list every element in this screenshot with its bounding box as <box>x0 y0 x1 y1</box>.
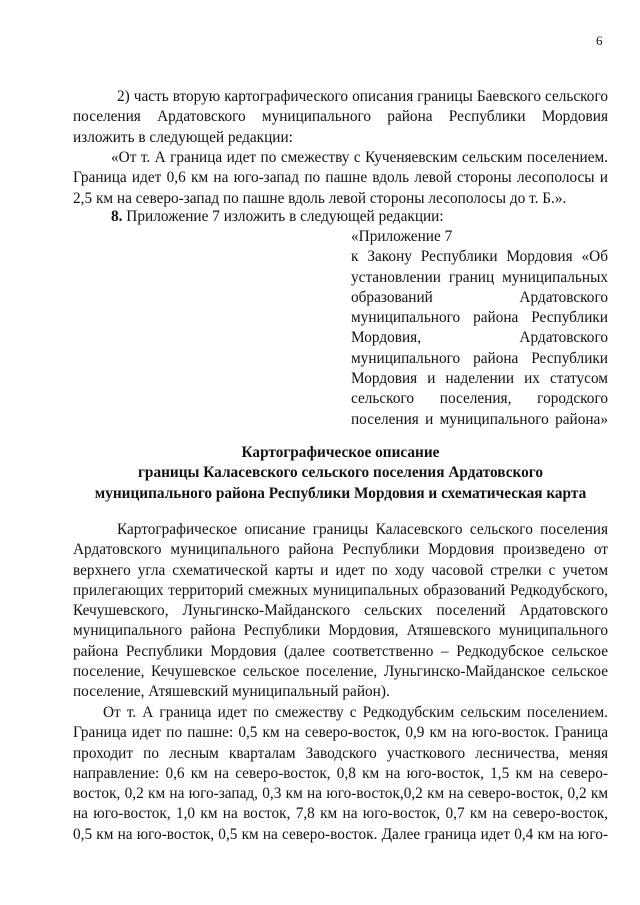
heading-line: муниципального района Республики Мордовия и схематическая карта <box>94 484 587 502</box>
boundary-paragraph <box>73 703 608 845</box>
heading-line: Картографическое описание <box>241 444 440 461</box>
text-line: Граница идет 0,6 км на юго-запад по пашне вдоль левой стороны лесополосы и <box>73 169 608 187</box>
text-line: Мордовия, Ардатовского <box>351 329 608 347</box>
text-line: поселение, Атяшевский муниципальный район). <box>73 683 390 701</box>
text-line: Граница идет по пашне: 0,5 км на северо-восток, 0,9 км на юго-восток. Граница <box>73 724 608 742</box>
amendment-2-paragraph <box>73 87 608 148</box>
text-line: Ардатовского муниципального района Республики Мордовия произведено от <box>73 541 608 559</box>
heading-line: границы Каласевского сельского поселения Ардатовского <box>137 464 543 482</box>
text-line: муниципального района Республики <box>351 349 608 367</box>
text-line: 2,5 км на северо-запад по пашне вдоль левой стороны лесополосы до т. Б.». <box>73 189 567 207</box>
text-line: муниципального района Республики <box>351 309 608 327</box>
quoted-description <box>73 148 608 209</box>
text-line: верхнего угла схематической карты и идет по ходу часовой стрелки с учетом <box>73 561 608 579</box>
text-line: «От т. А граница идет по смежеству с Кученяевским сельским поселением. <box>111 149 608 166</box>
text-line: изложить в следующей редакции: <box>73 128 293 146</box>
item-number: 8. <box>111 208 123 225</box>
text-line: образований Ардатовского <box>351 288 608 306</box>
text-line: От т. А граница идет по смежеству с Редкодубским сельским поселением. <box>103 704 608 721</box>
text-line: поселения Ардатовского муниципального района Республики Мордовия <box>73 108 608 126</box>
item-text: Приложение 7 изложить в следующей редакции: <box>122 208 444 225</box>
text-line: направление: 0,6 км на северо-восток, 0,8 км на юго-восток, 1,5 км на северо- <box>73 764 608 782</box>
text-line: на юго-восток, 1,0 км на восток, 7,8 км на юго-восток, 0,7 км на северо-восток, <box>73 805 608 823</box>
text-line: 0,5 км на юго-восток, 0,5 км на северо-восток. Далее граница идет 0,4 км на юго- <box>73 825 608 843</box>
text-line: восток, 0,2 км на юго-запад, 0,3 км на юго-восток,0,2 км на северо-восток, 0,2 км <box>73 785 608 803</box>
text-line: «Приложение 7 <box>351 228 453 245</box>
page-number: 6 <box>596 33 603 48</box>
text-line: установлении границ муниципальных <box>351 268 608 286</box>
text-line: муниципального района Республики Мордовия, Атяшевского муниципального <box>73 622 608 640</box>
text-line: Мордовия и наделении их статусом <box>351 370 608 388</box>
text-line <box>73 207 608 227</box>
text-line: Кечушевского, Луньгинско-Майданского сельских поселений Ардатовского <box>73 602 608 620</box>
text-line: сельского поселения, городского <box>351 390 608 408</box>
appendix-reference <box>351 227 608 430</box>
text-line: проходит по лесным кварталам Заводского участкового лесничества, меняя <box>73 744 608 762</box>
text-line: Картографическое описание границы Каласевского сельского поселения <box>117 521 608 538</box>
text-line: поселения и муниципального района» <box>351 410 608 428</box>
description-paragraph <box>73 520 608 703</box>
text-line: района Республики Мордовия (далее соответственно – Редкодубское сельское <box>73 642 608 660</box>
text-line: поселение, Кечушевское сельское поселение, Луньгинско-Майданское сельское <box>73 663 608 681</box>
section-heading <box>73 443 608 504</box>
text-line: 2) часть вторую картографического описания границы Баевского сельского <box>117 88 608 105</box>
text-line: прилегающих территорий смежных муниципальных образований Редкодубского, <box>73 581 608 599</box>
item-8-paragraph <box>73 207 608 227</box>
text-line: к Закону Республики Мордовия «Об <box>351 248 608 266</box>
